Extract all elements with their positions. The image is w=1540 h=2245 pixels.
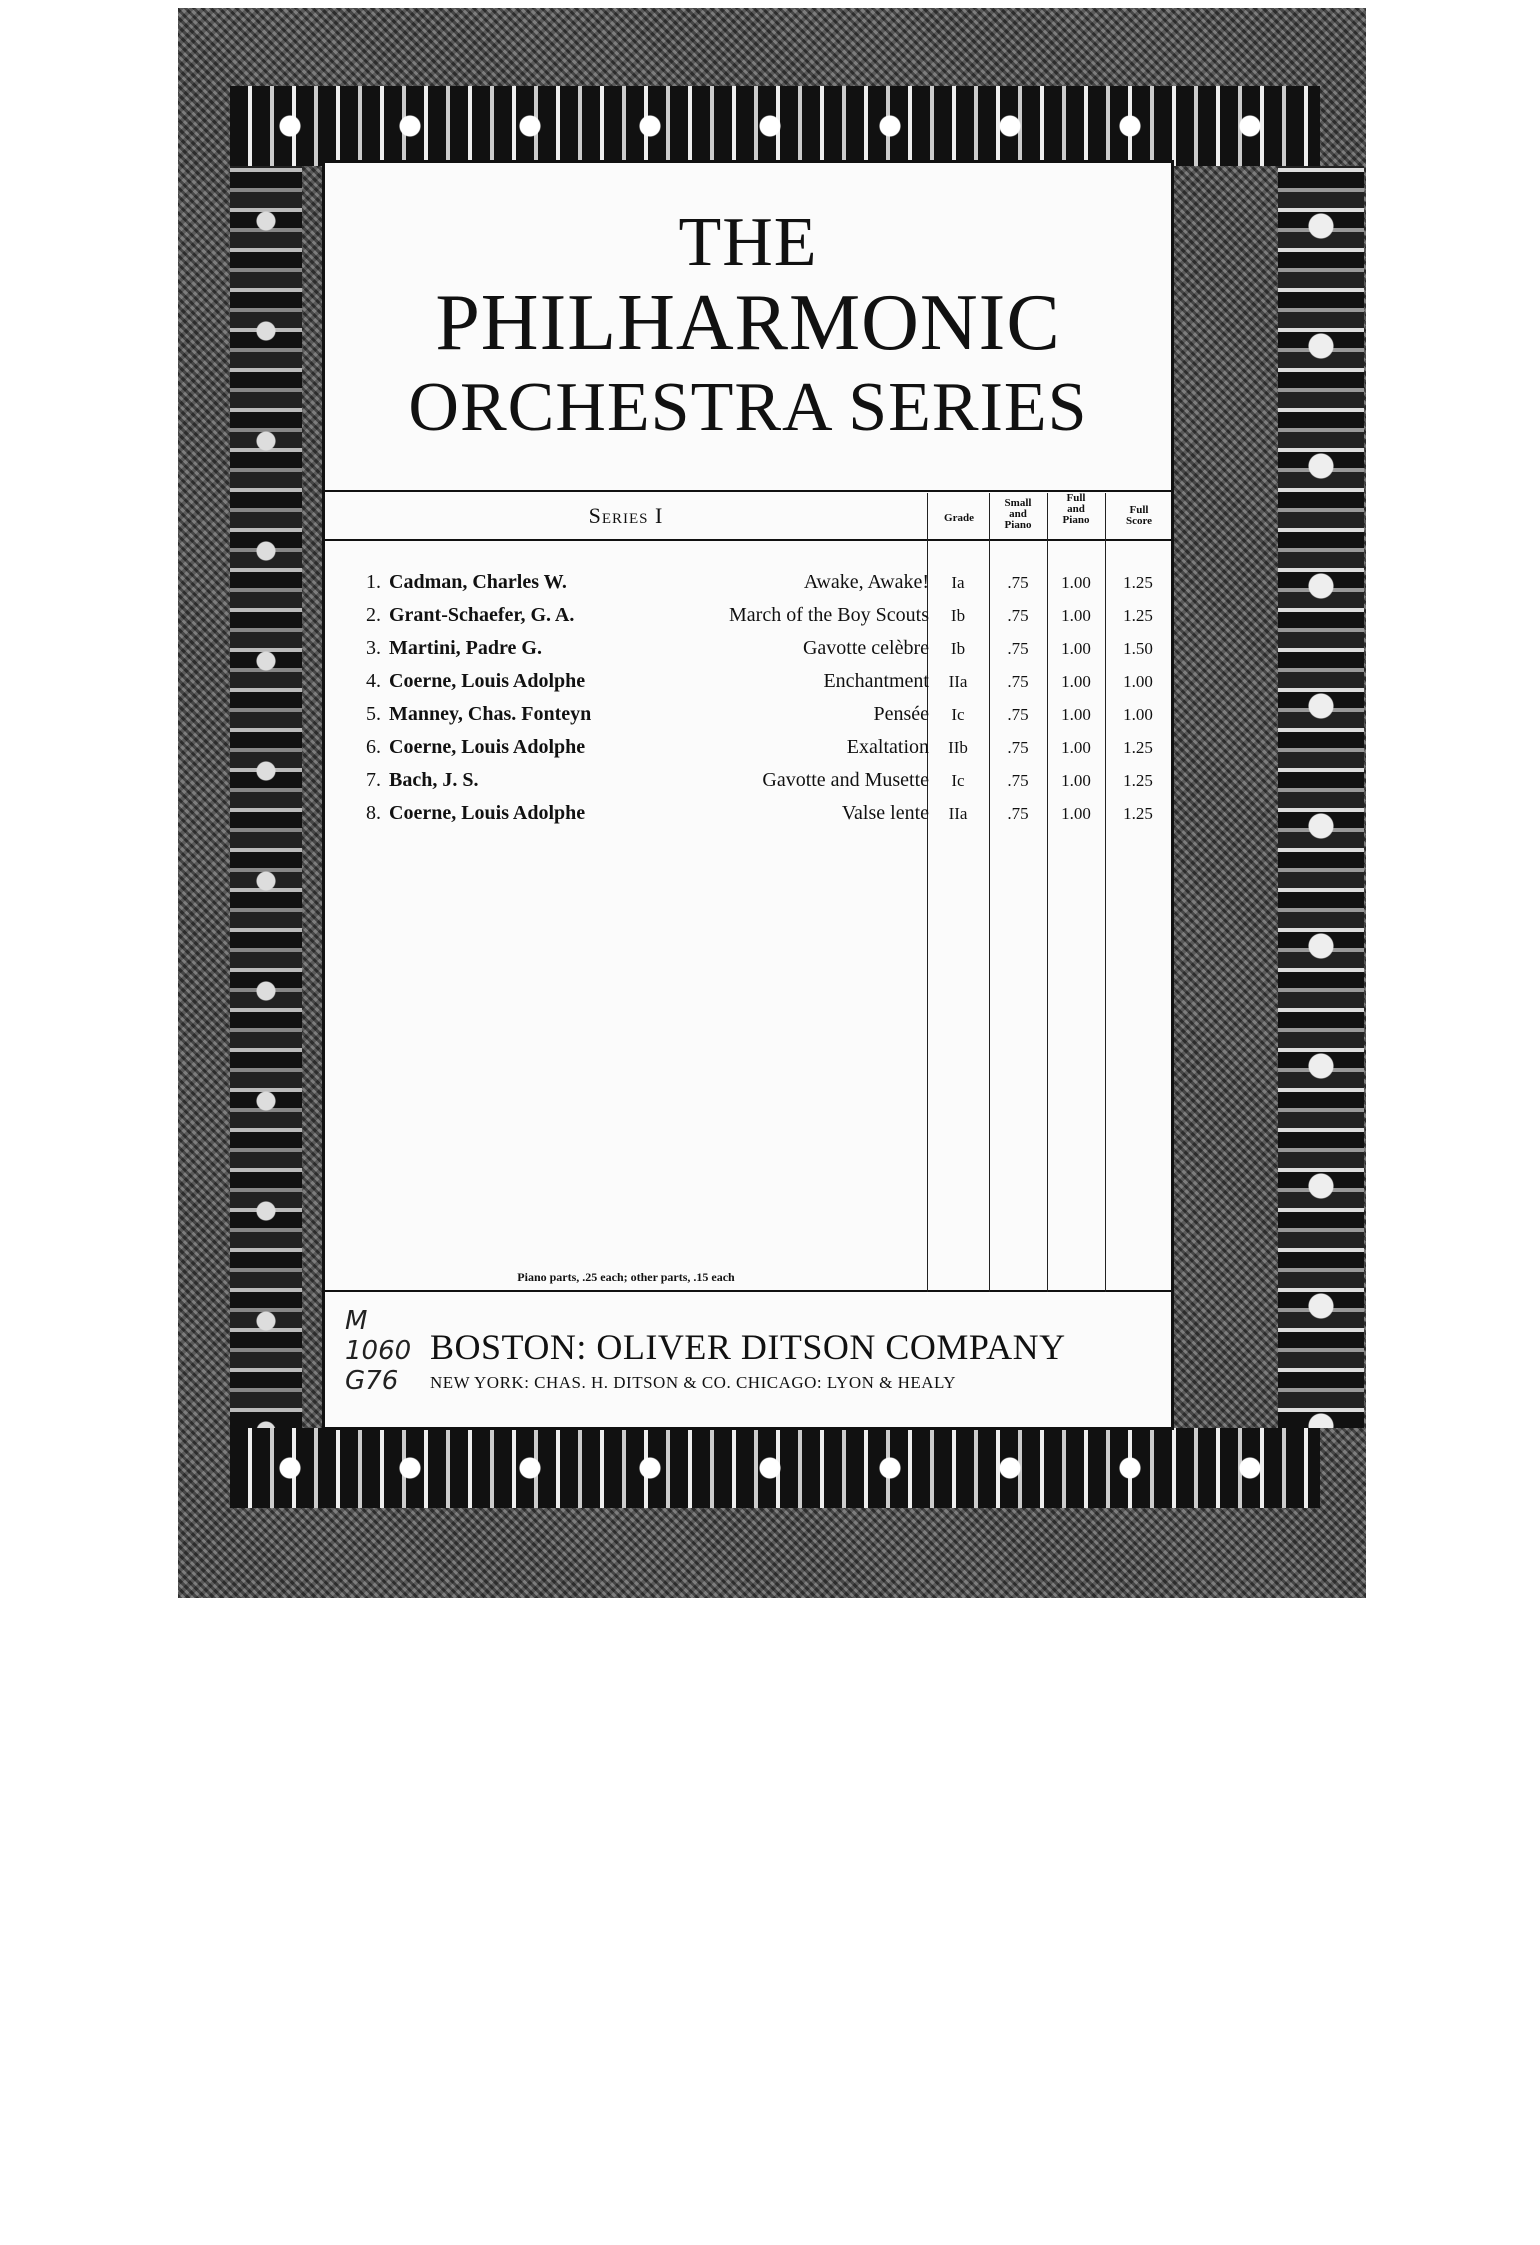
row-small-price: .75	[1007, 804, 1029, 823]
table-row	[325, 736, 1171, 769]
row-full-price: 1.00	[1061, 606, 1091, 625]
row-full-price: 1.00	[1061, 804, 1091, 823]
row-full-price: 1.00	[1061, 639, 1091, 658]
row-grade: IIb	[948, 738, 968, 757]
header-full-and-piano-line: Full	[1066, 492, 1086, 504]
row-score-price: 1.00	[1123, 705, 1153, 724]
table-header-rule	[325, 539, 1171, 541]
row-composer: Coerne, Louis Adolphe	[389, 670, 586, 692]
row-score-price: 1.25	[1123, 573, 1153, 592]
row-number: 2.	[366, 604, 381, 626]
title-line-2: PHILHARMONIC	[435, 279, 1061, 367]
title-panel	[322, 160, 1174, 1430]
row-work: Gavotte celèbre	[802, 637, 929, 659]
ornamental-border-left	[230, 166, 302, 1428]
header-small-and-piano-line: Piano	[1004, 519, 1032, 531]
header-small-and-piano-line: Small	[1004, 497, 1032, 509]
ornamental-border-right	[1278, 166, 1364, 1428]
row-composer: Bach, J. S.	[389, 769, 479, 791]
row-number: 4.	[366, 670, 381, 692]
table-row	[325, 604, 1171, 637]
table-row	[325, 670, 1171, 703]
row-grade: Ic	[951, 705, 965, 724]
library-call-number	[345, 1306, 411, 1396]
header-full-and-piano	[1049, 493, 1103, 526]
row-number: 6.	[366, 736, 381, 758]
header-full-score-line: Full	[1129, 504, 1149, 516]
table-row	[325, 802, 1171, 835]
table-bottom-rule	[325, 1290, 1171, 1292]
row-work: Valse lente	[841, 802, 929, 824]
header-small-and-piano	[991, 498, 1045, 531]
row-grade: IIa	[948, 672, 968, 691]
row-composer: Cadman, Charles W.	[389, 571, 567, 593]
row-number: 1.	[366, 571, 381, 593]
title-line-3: ORCHESTRA SERIES	[408, 369, 1088, 446]
row-small-price: .75	[1007, 738, 1029, 757]
row-grade: Ia	[951, 573, 965, 592]
table-row	[325, 769, 1171, 802]
title-line-1: THE	[678, 204, 818, 281]
row-score-price: 1.25	[1123, 606, 1153, 625]
header-full-score	[1107, 505, 1171, 527]
table-row	[325, 571, 1171, 604]
header-full-score-line: Score	[1125, 515, 1153, 527]
row-small-price: .75	[1007, 606, 1029, 625]
row-score-price: 1.25	[1123, 738, 1153, 757]
row-work: March of the Boy Scouts	[729, 604, 929, 626]
row-composer: Coerne, Louis Adolphe	[389, 736, 586, 758]
row-full-price: 1.00	[1061, 672, 1091, 691]
call-number-line: G76	[345, 1366, 399, 1396]
row-grade: Ib	[950, 639, 966, 658]
row-composer: Grant-Schaefer, G. A.	[389, 604, 575, 626]
row-score-price: 1.25	[1123, 771, 1153, 790]
row-composer: Martini, Padre G.	[389, 637, 542, 659]
table-row	[325, 703, 1171, 736]
row-grade: Ic	[951, 771, 965, 790]
row-number: 5.	[366, 703, 381, 725]
row-number: 3.	[366, 637, 381, 659]
row-work: Gavotte and Musette	[762, 769, 929, 791]
ornamental-border-bottom	[230, 1428, 1320, 1508]
row-score-price: 1.00	[1123, 672, 1153, 691]
price-footnote: Piano parts, .25 each; other parts, .15 each	[517, 1270, 735, 1284]
row-full-price: 1.00	[1061, 705, 1091, 724]
row-full-price: 1.00	[1061, 573, 1091, 592]
row-composer: Manney, Chas. Fonteyn	[389, 703, 592, 725]
row-work: Exaltation	[846, 736, 929, 758]
publisher-name: BOSTON: OLIVER DITSON COMPANY	[430, 1327, 1066, 1367]
header-small-and-piano-line: and	[1009, 508, 1027, 520]
row-number: 7.	[366, 769, 381, 791]
table-top-rule	[325, 490, 1171, 492]
header-grade: Grade	[944, 512, 974, 524]
series-label: Series I	[588, 503, 664, 528]
header-full-and-piano-line: Piano	[1062, 514, 1090, 526]
row-small-price: .75	[1007, 771, 1029, 790]
row-score-price: 1.25	[1123, 804, 1153, 823]
row-small-price: .75	[1007, 639, 1029, 658]
row-small-price: .75	[1007, 705, 1029, 724]
call-number-line: 1060	[345, 1336, 412, 1366]
row-score-price: 1.50	[1123, 639, 1153, 658]
table-row	[325, 637, 1171, 670]
call-number-line: M	[345, 1306, 368, 1336]
row-work: Pensée	[873, 703, 929, 725]
row-full-price: 1.00	[1061, 738, 1091, 757]
row-small-price: .75	[1007, 573, 1029, 592]
row-work: Awake, Awake!	[803, 571, 929, 593]
row-composer: Coerne, Louis Adolphe	[389, 802, 586, 824]
ornamental-border-top	[230, 86, 1320, 166]
row-work: Enchantment	[823, 670, 929, 692]
row-grade: Ib	[950, 606, 966, 625]
row-number: 8.	[366, 802, 381, 824]
row-grade: IIa	[948, 804, 968, 823]
publisher-branches: NEW YORK: CHAS. H. DITSON & CO. CHICAGO: LYON & HEALY	[430, 1373, 957, 1392]
row-full-price: 1.00	[1061, 771, 1091, 790]
header-full-and-piano-line: and	[1067, 503, 1085, 515]
row-small-price: .75	[1007, 672, 1029, 691]
